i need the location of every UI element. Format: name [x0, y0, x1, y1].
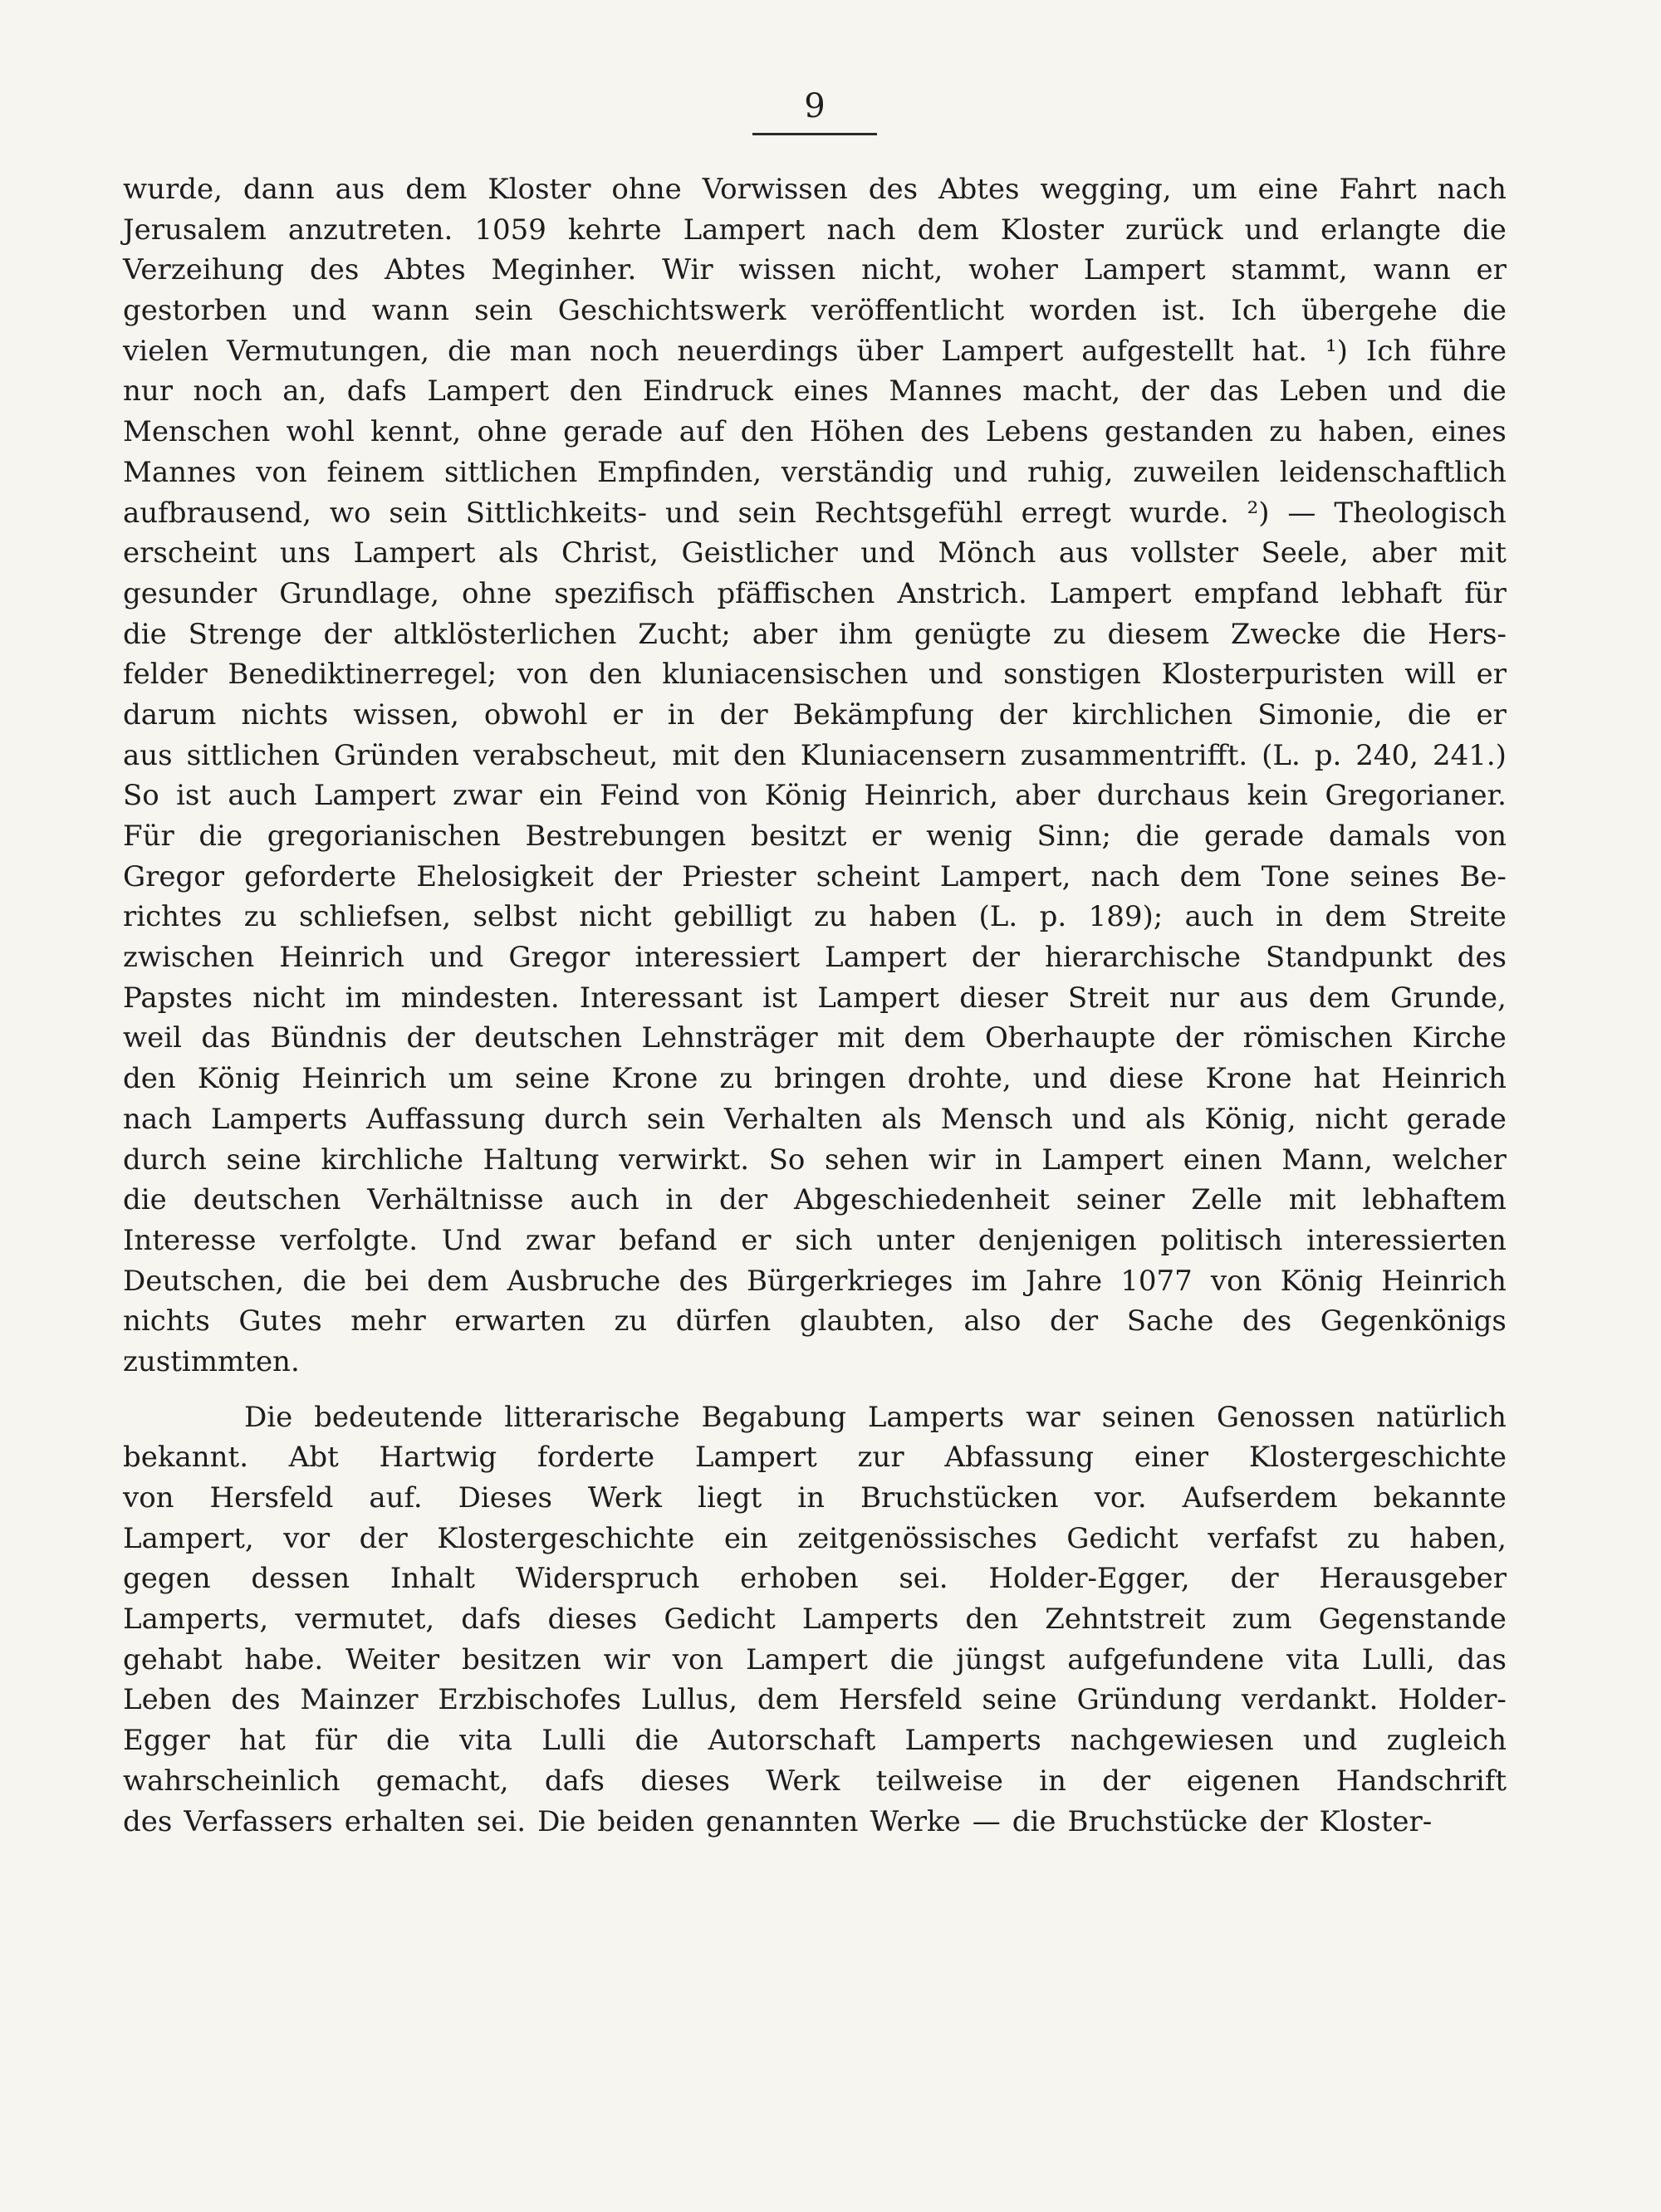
- text-line: Papstes nicht im mindesten. Interessant ist Lampert dieser Streit nur aus dem Grunde,: [123, 981, 1507, 1015]
- page-number: 9: [804, 87, 826, 125]
- text-line: So ist auch Lampert zwar ein Feind von König Heinrich, aber durchaus kein Gregorianer.: [123, 779, 1507, 813]
- text-line: bekannt. Abt Hartwig forderte Lampert zur Abfassung einer Klostergeschichte: [123, 1441, 1507, 1475]
- text-line: Die bedeutende litterarische Begabung Lamperts war seinen Genossen natürlich: [244, 1400, 1507, 1434]
- text-line: aus sittlichen Gründen verabscheut, mit den Kluniacensern zusammentrifft. (L. p. 240, 241.): [123, 738, 1507, 772]
- text-line: gestorben und wann sein Geschichtswerk veröffentlicht worden ist. Ich übergehe die: [123, 294, 1507, 328]
- text-line: die Strenge der altklösterlichen Zucht; aber ihm genügte zu diesem Zwecke die Hers-: [123, 617, 1507, 651]
- text-line: nur noch an, dafs Lampert den Eindruck eines Mannes macht, der das Leben und die: [123, 374, 1507, 409]
- text-line: des Verfassers erhalten sei. Die beiden genannten Werke — die Bruchstücke der Kloster-: [123, 1804, 1433, 1838]
- paragraph: [123, 1397, 1507, 1843]
- text-line: zustimmten.: [123, 1344, 300, 1378]
- text-line: Egger hat für die vita Lulli die Autorschaft Lamperts nachgewiesen und zugleich: [123, 1724, 1507, 1758]
- text-line: von Hersfeld auf. Dieses Werk liegt in Bruchstücken vor. Aufserdem bekannte: [123, 1481, 1507, 1515]
- text-line: Für die gregorianischen Bestrebungen besitzt er wenig Sinn; die gerade damals von: [123, 820, 1507, 853]
- text-line: gehabt habe. Weiter besitzen wir von Lampert die jüngst aufgefundene vita Lulli, das: [123, 1642, 1507, 1676]
- text-line: wahrscheinlich gemacht, dafs dieses Werk teilweise in der eigenen Handschrift: [123, 1764, 1507, 1798]
- text-line: Menschen wohl kennt, ohne gerade auf den Höhen des Lebens gestanden zu haben, eines: [123, 415, 1507, 449]
- text-line: Jerusalem anzutreten. 1059 kehrte Lampert nach dem Kloster zurück und erlangte die: [123, 213, 1507, 247]
- text-line: Lamperts, vermutet, dafs dieses Gedicht Lamperts den Zehntstreit zum Gegenstande: [123, 1603, 1507, 1637]
- text-line: Mannes von feinem sittlichen Empfinden, verständig und ruhig, zuweilen leidenschaftlich: [123, 455, 1507, 489]
- text-line: wurde, dann aus dem Kloster ohne Vorwissen des Abtes wegging, um eine Fahrt nach: [123, 173, 1507, 206]
- text-line: nichts Gutes mehr erwarten zu dürfen glaubten, also der Sache des Gegenkönigs: [123, 1304, 1507, 1338]
- text-line: Gregor geforderte Ehelosigkeit der Priester scheint Lampert, nach dem Tone seines Be-: [123, 859, 1507, 893]
- text-line: Lampert, vor der Klostergeschichte ein zeitgenössisches Gedicht verfafst zu haben,: [123, 1521, 1507, 1555]
- text-line: aufbrausend, wo sein Sittlichkeits- und sein Rechtsgefühl erregt wurde. ²) — Theologisch: [123, 496, 1507, 530]
- text-line: Leben des Mainzer Erzbischofes Lullus, dem Hersfeld seine Gründung verdankt. Holder-: [123, 1683, 1507, 1717]
- paragraph-gap: [123, 1382, 1507, 1397]
- text-line: vielen Vermutungen, die man noch neuerdings über Lampert aufgestellt hat. ¹) Ich führe: [123, 334, 1507, 368]
- text-line: weil das Bündnis der deutschen Lehnsträger mit dem Oberhaupte der römischen Kirche: [123, 1021, 1507, 1055]
- text-line: richtes zu schliefsen, selbst nicht gebilligt zu haben (L. p. 189); auch in dem Streite: [123, 900, 1507, 934]
- text-line: felder Benediktinerregel; von den kluniacensischen und sonstigen Klosterpuristen will er: [123, 658, 1507, 692]
- text-line: durch seine kirchliche Haltung verwirkt. So sehen wir in Lampert einen Mann, welcher: [123, 1143, 1507, 1177]
- text-line: darum nichts wissen, obwohl er in der Bekämpfung der kirchlichen Simonie, die er: [123, 697, 1507, 732]
- paragraph: [123, 169, 1507, 1382]
- text-line: Deutschen, die bei dem Ausbruche des Bürgerkrieges im Jahre 1077 von König Heinrich: [123, 1264, 1507, 1298]
- text-line: gesunder Grundlage, ohne spezifisch pfäffischen Anstrich. Lampert empfand lebhaft für: [123, 576, 1507, 610]
- text-line: gegen dessen Inhalt Widerspruch erhoben sei. Holder-Egger, der Herausgeber: [123, 1562, 1507, 1596]
- text-line: die deutschen Verhältnisse auch in der Abgeschiedenheit seiner Zelle mit lebhaftem: [123, 1183, 1507, 1217]
- text-line: Interesse verfolgte. Und zwar befand er sich unter denjenigen politisch interessierten: [123, 1223, 1507, 1257]
- text-line: nach Lamperts Auffassung durch sein Verhalten als Mensch und als König, nicht gerade: [123, 1102, 1507, 1136]
- text-line: erscheint uns Lampert als Christ, Geistlicher und Mönch aus vollster Seele, aber mit: [123, 536, 1507, 570]
- page-number-rule: [752, 133, 877, 135]
- text-line: Verzeihung des Abtes Meginher. Wir wissen nicht, woher Lampert stammt, wann er: [123, 253, 1507, 287]
- body-text: [123, 169, 1507, 1842]
- text-line: den König Heinrich um seine Krone zu bringen drohte, und diese Krone hat Heinrich: [123, 1062, 1507, 1096]
- text-line: zwischen Heinrich und Gregor interessiert Lampert der hierarchische Standpunkt des: [123, 941, 1507, 975]
